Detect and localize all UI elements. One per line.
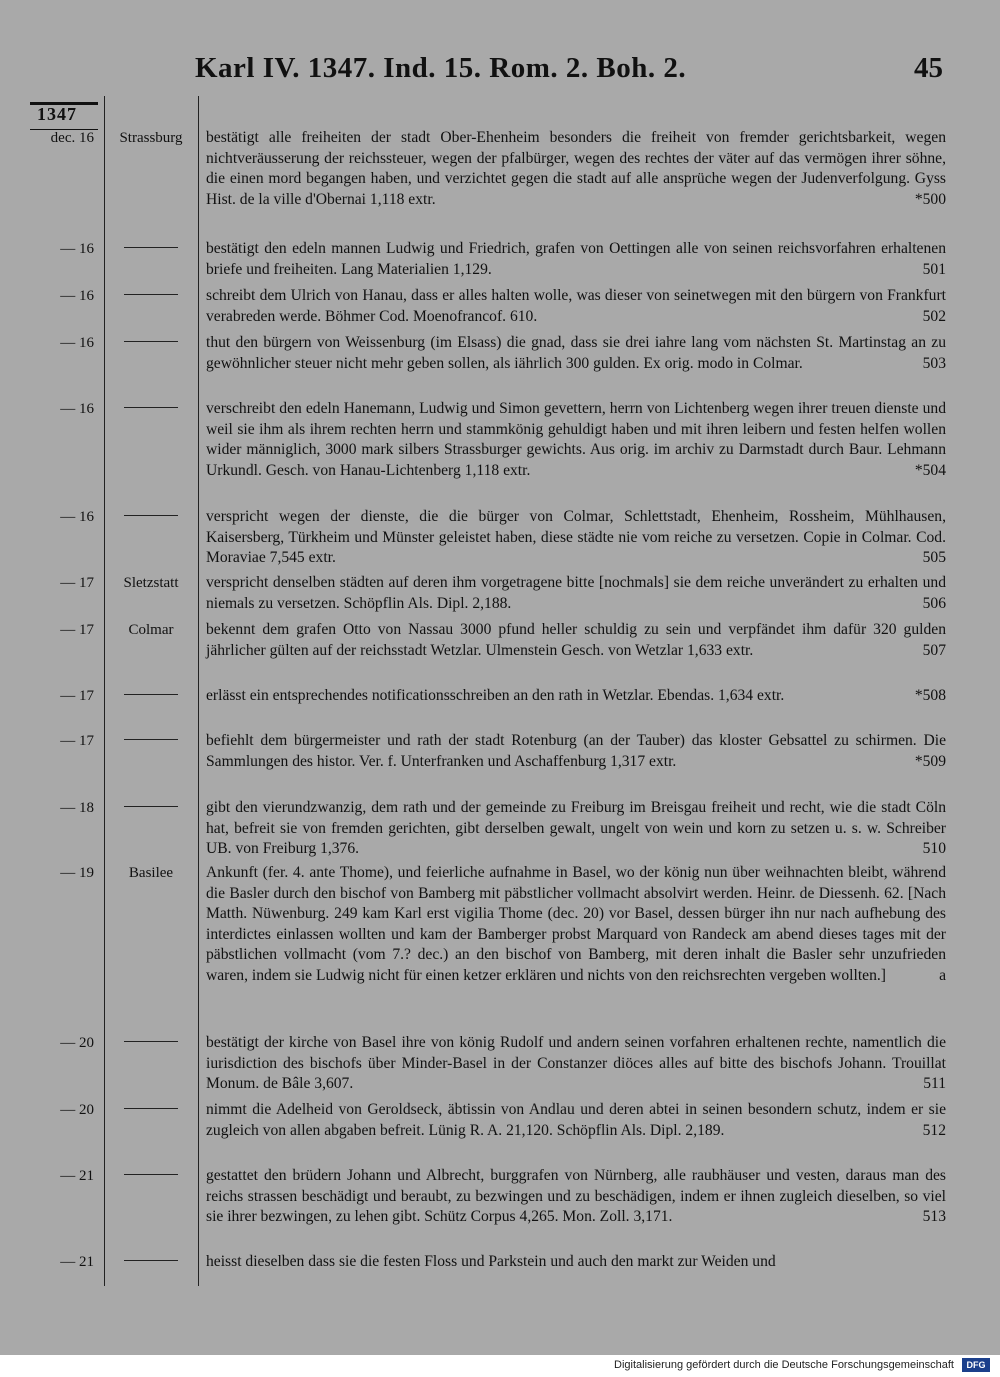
entry-number: *500 (914, 190, 946, 208)
entry-number: 512 (922, 1121, 946, 1139)
entry-number: 506 (922, 594, 946, 612)
entry-number: *508 (914, 687, 946, 704)
entry-text: verspricht denselben städten auf deren ihm vorgetragene bitte [nochmals] sie dem reiche unverändert zu erhalten und niemals zu versetzen. Schöpflin Als. Dipl. 2,188. 506 (206, 573, 946, 614)
funding-notice: Digitalisierung gefördert durch die Deutsche Forschungsgemeinschaft (614, 1359, 954, 1371)
entry-date: — 20 (60, 1035, 94, 1051)
entry-text: schreibt dem Ulrich von Hanau, dass er alles halten wolle, was dieser von seinetwegen mit den bürgern von Frankfurt verabreden werde. Böhmer Cod. Moenofrancof. 610. 502 (206, 286, 946, 327)
column-rule-place (198, 96, 199, 1286)
entry-place: Sletzstatt (123, 575, 179, 591)
ditto-dash (108, 399, 194, 420)
entry-date: — 20 (60, 1102, 94, 1118)
ditto-dash (108, 239, 194, 260)
entry-text: bestätigt den edeln mannen Ludwig und Friedrich, grafen von Oettingen alle von seinen reichsvorfahren erhaltenen briefe und freiheiten. Lang Materialien 1,129. 501 (206, 239, 946, 280)
dfg-logo: DFG (962, 1358, 990, 1372)
page-header (0, 52, 1000, 92)
year-label: 1347 (37, 104, 77, 124)
ditto-dash (108, 286, 194, 307)
entry-date: — 16 (60, 288, 94, 304)
entry-date: — 17 (60, 622, 94, 638)
entry-text: gestattet den brüdern Johann und Albrecht, burggrafen von Nürnberg, alle raubhäuser und vesten, daraus man des reichs strassen beschädigt und beraubt, zu bezwingen und zu beschädigen, indem er ihnen zugleich dieselben, so viel sie ihrer bezwingen, zu lehen gibt. Schütz Corpus 4,265. Mon. Zoll. 3,171. 513 (206, 1166, 946, 1228)
page-number: 45 (914, 52, 943, 84)
entry-place: Colmar (128, 622, 174, 638)
entry-text: bestätigt alle freiheiten der stadt Ober-Ehenheim besonders die freiheit von fremder gerichtsbarkeit, wegen nichtveräusserung der reichssteuer, wegen der pfalbürger, wegen des rechtes der väter auf das vermögen ihrer söhne, die einen mord begangen haben, und verzichtet gegen die stadt auf alle ansprüche wegen der Judenverfolgung. Gyss Hist. de la ville d'Obernai 1,118 extr. *500 (206, 128, 946, 210)
entry-text: verschreibt den edeln Hanemann, Ludwig und Simon gevettern, herrn von Lichtenberg wegen ihrer treuen dienste und weil sie ihm als ihrem rechten herrn und stammkönig gehuldigt haben und mit ihren leibern und festen helfen wollen wider männiglich, 3000 mark silbers Strassburger gewichts. Aus orig. im archiv zu Darmstadt durch Baur. Lehmann Urkundl. Gesch. von Hanau-Lichtenberg 1,118 extr. *504 (206, 399, 946, 481)
ditto-dash (108, 686, 194, 707)
ditto-dash (108, 333, 194, 354)
entry-place: Basilee (128, 865, 174, 881)
entry-date: — 18 (60, 800, 94, 816)
entry-date: — 17 (60, 575, 94, 591)
entry-date: — 17 (60, 733, 94, 749)
entry-text: bestätigt der kirche von Basel ihre von könig Rudolf und andern seinen vorfahren erhaltenen rechte, namentlich die iurisdiction des bischofs über Minder-Basel in der Constanzer diöces alles auf bitte des bischofs Johann. Trouillat Monum. de Bâle 3,607. 511 (206, 1033, 946, 1095)
entry-number: 507 (922, 641, 946, 659)
entry-date: dec. 16 (50, 130, 94, 146)
entry-number: 505 (922, 549, 946, 566)
entry-number: 501 (922, 260, 946, 278)
entry-date: — 19 (60, 865, 94, 881)
ditto-dash (108, 507, 194, 528)
entry-date: — 21 (60, 1168, 94, 1184)
entry-date: — 16 (60, 401, 94, 417)
entry-date: — 17 (60, 688, 94, 704)
entry-text: verspricht wegen der dienste, die die bürger von Colmar, Schlettstadt, Ehenheim, Rossheim, Mühlhausen, Kaisersberg, Türkheim und Münster geleistet haben, diese städte nie vom reiche zu versetzen. Copie in Colmar. Cod. Moraviae 7,545 extr. 505 (206, 507, 946, 569)
footer-bar (0, 1355, 1000, 1377)
entry-date: — 21 (60, 1254, 94, 1270)
entry-text: Ankunft (fer. 4. ante Thome), und feierliche aufnahme in Basel, wo der könig nun über weihnachten bleibt, während die Basler durch den bischof von Bamberg mit päbstlicher vollmacht absolvirt werden. Heinr. de Diessenh. 62. [Nach Matth. Nüwenburg. 249 kam Karl erst vigilia Thome (dec. 20) vor Basel, dessen bürger ihn nur nach aufhebung des interdictes einlassen wollten und kam der Bamberger probst Marquard von Randeck am abend dieses tages mit der päbstlichen vollmacht (vom 7.? dec.) an den bischof von Bamberg, mit deren inhalt die Basler sehr unzufrieden waren, indem sie Ludwig nicht für einen ketzer erklären und nichts von den reichsrechten vergeben wollten.] a (206, 863, 946, 986)
entry-number: 511 (923, 1075, 946, 1092)
entry-text: befiehlt dem bürgermeister und rath der stadt Rotenburg (an der Tauber) das kloster Gebsattel zu schirmen. Die Sammlungen des histor. Ver. f. Unterfranken und Aschaffenburg 1,317 extr. *509 (206, 731, 946, 772)
entry-number: 513 (922, 1208, 946, 1225)
entry-text: nimmt die Adelheid von Geroldseck, äbtissin von Andlau und deren abtei in seinen besondern schutz, indem er sie zugleich von allen abgaben befreit. Lünig R. A. 21,120. Schöpflin Als. Dipl. 2,189. 512 (206, 1100, 946, 1141)
entry-number: *504 (914, 461, 946, 479)
ditto-dash (108, 1166, 194, 1187)
ditto-dash (108, 1100, 194, 1121)
entry-number: 510 (922, 840, 946, 857)
entry-text: bekennt dem grafen Otto von Nassau 3000 pfund heller schuldig zu sein und verpfändet ihm dafür 320 gulden jährlicher gülten auf der reichsstadt Wetzlar. Ulmenstein Gesch. von Wetzlar 1,633 extr. 507 (206, 620, 946, 661)
entry-text: thut den bürgern von Weissenburg (im Elsass) die gnad, dass sie drei iahre lang vom nächsten St. Martinstag an zu gewöhnlicher steuer nicht mehr geben sollen, als iährlich 300 gulden. Ex orig. modo in Colmar. 503 (206, 333, 946, 374)
ditto-dash (108, 1252, 194, 1273)
entry-place: Strassburg (119, 130, 183, 146)
entry-number: *509 (914, 752, 946, 770)
entry-text: heisst dieselben dass sie die festen Floss und Parkstein und auch den markt zur Weiden und (206, 1253, 776, 1270)
entry-number: 503 (922, 354, 946, 372)
entry-date: — 16 (60, 241, 94, 257)
running-title: Karl IV. 1347. Ind. 15. Rom. 2. Boh. 2. (195, 52, 687, 84)
ditto-dash (108, 798, 194, 819)
entry-text: erlässt ein entsprechendes notificationsschreiben an den rath in Wetzlar. Ebendas. 1,634 extr. *508 (206, 686, 946, 707)
column-rule-date (104, 96, 105, 1286)
entry-number: a (939, 966, 946, 984)
entry-number: 502 (922, 307, 946, 325)
entry-text: gibt den vierundzwanzig, dem rath und der gemeinde zu Freiburg im Breisgau freiheit und recht, wie die stadt Cöln hat, befreit sie von fremden gerichten, gibt derselben gewalt, ungelt von wein und korn zu setzen u. s. w. Schreiber UB. von Freiburg 1,376. 510 (206, 798, 946, 860)
entry-date: — 16 (60, 509, 94, 525)
ditto-dash (108, 1033, 194, 1054)
entry-date: — 16 (60, 335, 94, 351)
ditto-dash (108, 731, 194, 752)
